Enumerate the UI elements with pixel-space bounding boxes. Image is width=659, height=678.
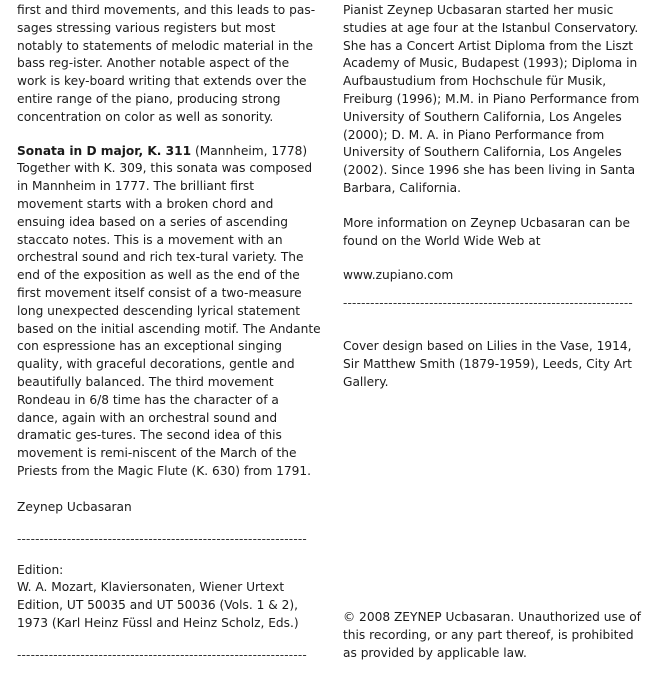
divider-rule-right: ---------------------------------------------------------------- (343, 296, 633, 311)
intro-paragraph: first and third movements, and this leads to pas-sages stressing various registers but most notably to statements of melodic material in the bass reg-ister. Another notable aspect of the work is key-board writing that extends over the entire range of the piano, producing strong concentration on color as well as sonority. (17, 3, 316, 124)
cover-credit: Cover design based on Lilies in the Vase, 1914, Sir Matthew Smith (1879-1959), Leeds, City Art Gallery. (343, 339, 632, 389)
sonata-paragraph (17, 143, 321, 481)
divider-rule-1: ---------------------------------------------------------------- (17, 531, 307, 546)
sonata-title: Sonata in D major, K. 311 (17, 143, 192, 158)
copyright-notice: © 2008 ZEYNEP Ucbasaran. Unauthorized use of this recording, or any part thereof, is prohibited as provided by applicable law. (343, 610, 641, 660)
author-signature: Zeynep Ucbasaran (17, 499, 132, 514)
more-info-paragraph: More information on Zeynep Ucbasaran can be found on the World Wide Web at (343, 215, 630, 248)
website-url: www.zupiano.com (343, 268, 454, 283)
left-column (17, 0, 321, 664)
right-column (343, 0, 649, 660)
sonata-subtitle: (Mannheim, 1778) (195, 143, 308, 158)
edition-label: Edition: (17, 562, 64, 577)
edition-text: W. A. Mozart, Klaviersonaten, Wiener Urtext Edition, UT 50035 and UT 50036 (Vols. 1 & 2), 1973 (Karl Heinz Füssl and Heinz Scholz, Eds.) (17, 580, 299, 630)
sonata-body: Together with K. 309, this sonata was composed in Mannheim in 1777. The brilliant first movement starts with a broken chord and ensuing idea based on a series of ascending staccato notes. This is a movement with an orchestral sound and rich tex-tural variety. The end of the exposition as well as the end of the first movement itself consist of a two-measure long unexpected descending lyrical statement based on the initial ascending motif. The Andante con espressione has an exceptional singing quality, with graceful decorations, gentle and beautifully balanced. The third movement Rondeau in 6/8 time has the character of a dance, again with an orchestral sound and dramatic ges-tures. The second idea of this movement is remi-niscent of the March of the Priests from the Magic Flute (K. 630) from 1791. (17, 161, 321, 478)
divider-rule-2: ---------------------------------------------------------------- (17, 647, 307, 662)
bio-paragraph: Pianist Zeynep Ucbasaran started her music studies at age four at the Istanbul Conservatory. She has a Concert Artist Diploma from the Liszt Academy of Music, Budapest (1993); Diploma in Aufbaustudium from Hochschule für Musik, Freiburg (1996); M.M. in Piano Performance from University of Southern California, Los Angeles (2000); D. M. A. in Piano Performance from University of Southern California, Los Angeles (2002). Since 1996 she has been living in Santa Barbara, California. (343, 3, 640, 195)
